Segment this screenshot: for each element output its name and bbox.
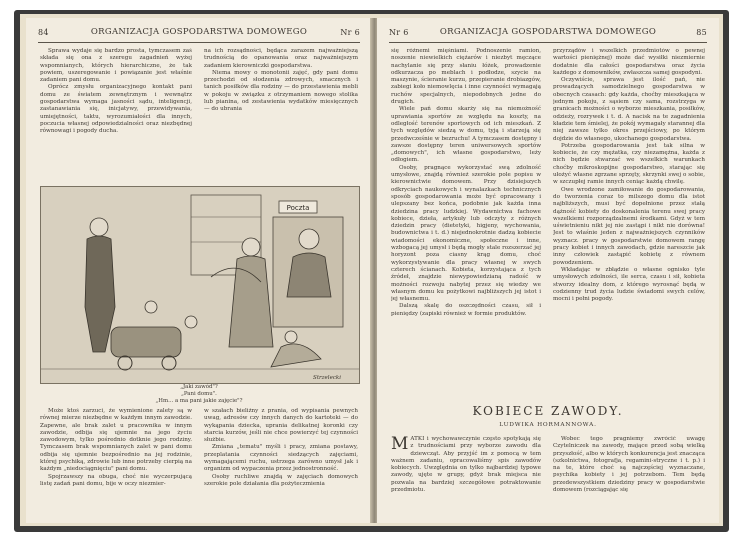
paragraph: Może ktoś zarzuci, że wymienione zalety są w równej mierze niezbędne w każdym innym zawodzie. Zapewne, ale brak zalet u pracownika w innym zawodzie, odbija się ujemnie na jego życiu zawodowym, tylko pośrednio dotknie jego rodziny. Tymczasem brak wspomnianych zalet w pani domu odbija się ujemnie bezpośrednio na jej rodzinie, której psychiką, zdrowie lub inne potrzeby cierpią na każdym „niedociągnięciu" pani domu.: [40, 408, 192, 473]
paragraph: Wobec tego pragniemy zwrócić uwagę Czytelniczek na zawody, mające przed sobą wielką przyszłość, albo w których konkurencja jest znacząca (szkolnictwa, fotografja, regamini-stryczne i t. p.) i na te, które choć są najczęściej wyznaczane, psychika kobiety i jej potrzebom. Tem będą przedewszystkiem dziedziny pracy w gospodarstwie domowem (rozciągając się: [553, 436, 705, 494]
running-header: [38, 26, 360, 40]
left-col1-top: [40, 48, 192, 182]
right-col2-top: [553, 48, 705, 390]
drop-cap: M: [391, 436, 409, 454]
right-col2-bottom: [553, 436, 705, 516]
running-title: ORGANIZACJA GOSPODARSTWA DOMOWEGO: [439, 27, 657, 37]
paragraph: Wiele pań domu skarży się na niemożność uprawiania sportów ze względu na koszty, na odległość terenów sportowych od ich mieszkań. Z tych względów siedzą w domu, tyją i starzeją się przedwcześnie w bezruchu! A tymczasem dostępny i zawsze dostępny teren uniwersowych sportów „domowych", ich własne gospodarstwo, leży odłogiem.: [391, 106, 541, 164]
running-title: ORGANIZACJA GOSPODARSTWA DOMOWEGO: [90, 27, 308, 37]
header-rule: [389, 42, 707, 43]
paragraph: Zmiana „tematu" myśli i pracy, zmiana postawy, przeplatania czynności siedzących zajęciami, wymagającemi ruchu, ustrzega zarówno umysł jak i organizm od wypaczenia przez jednostronność.: [204, 444, 358, 473]
paragraph: Oczywiście, sprawa jest ilość pań, nie prowadzących samodzielnego gospodarstwa w obecnych czasach: gdy każda, choćby mieszkająca w jednym pokoju, z sąsiem czy sama, rozstrzyga w granicach możności o wyborze mieszkania, posiłków, odzieży, rozrywek i t. d. A nacisk na te zagadnienia kładzie tem śmielej, że pokój wymagały starannej dla niej zawsze tylko okres przejściowy, po którym dojdzie do własnego, ukochanego gospodarstwa.: [553, 77, 705, 142]
paragraph: w szałach bieliżny z prania, od wypisania pewnych uwag, adresów czy innych danych do kartoteki — do wykąpania dziecka, uprania delikatnej koronki czy starcia kurzów, jeśli nie chce powierzyć tej czynności służbie.: [204, 408, 358, 444]
right-page: [377, 18, 719, 523]
right-col1-top: [391, 48, 541, 390]
caption-line: „Pani domu".: [181, 390, 217, 397]
illustration-caption: [40, 384, 358, 404]
article-author: LUDWIKA HORMANNOWA.: [499, 422, 597, 428]
paragraph: Dalszą skalę do oszczędności czasu, sił i pieniędzy (zapiski również w formie produktów.: [391, 303, 541, 317]
left-page: [26, 18, 372, 523]
page-number: 84: [38, 28, 49, 37]
artist-signature: Strzelecki: [313, 375, 341, 381]
paragraph: Osoby ruchliwe znajdą w zajęciach domowych szerokie pole działania dla pożyteczmienia: [204, 473, 358, 487]
article-title: KOBIECE ZAWODY.: [472, 404, 624, 418]
left-col2-top: [204, 48, 358, 182]
paragraph: Wkładając w zbłądzie o własne ognisko tyle umysłowych zdolności, ile serca, czasu i sił, kobieta stworzy idealny dom, z którego wyrosnąć będą w codzienny trud życia ludzie świadomi swych celów, mocni i pełni pogody.: [553, 266, 705, 303]
caption-line: „Jaki zawód"?: [180, 384, 218, 390]
running-header: [389, 26, 707, 40]
paragraph: na ich rozsądności, będąca zarazem najważniejszą trudnością do opanowania oraz najważniejszym zadaniem kierowniczki gospodarstwa.: [204, 48, 358, 69]
left-col2-bottom: [204, 408, 358, 516]
paragraph: Osoby, pragnące wykorzystać swą zdolność umysłowe, znajdą również szerokie pole popisu w kierownictwie domowem. Przy dzisiejszych odkryciach naukowych i wynalazkach technicznych sposób gospodarowania może być opracowany i ulepszany bez końca, podobnie jak każda inna dziedzina pracy ludzkiej. Wydawnictwa fachowe kobiece, dzieła, artykuły lub odczyty z różnych dziedzin pracy (dietetyki, higjeny, wychowania, budownictwa i t. d.) niejednokrotnie dadzą kobiecie wiadomości ekonomiczne, społeczne i inne, wzbogacą jej umysł i będą mogły stale rozszerzać jej horyzont poza ciasny krąg domu, choć wykorzystywanie dla pracy własnej w swych czterech ścianach. Kobieta, korzystająca z tych źródeł, znajdzie niewypowiedzianą radość w możności rozwoju nabytej przez się wiedzy we własnym domu ku pożytkowi najbliższych jej istot i jej własnemu.: [391, 164, 541, 303]
illustration-drawing: [41, 187, 359, 383]
illustration: [40, 186, 360, 384]
page-number: 85: [696, 28, 707, 37]
paragraph: Oprócz zmysłu organizacyjnego kontakt pani domu ze światem zewnętrznym i wewnątrz gospodarstwa wymaga jasności sądu, inteligencji, zastanawiania się, inicjatywy, przewidywania, umiejętności, taktu, wyrozumiałości dla innych, poczucia własnej odpowiedzialności oraz niezbędnej równowagi i pogody ducha.: [40, 84, 192, 135]
post-sign-text: Poczta: [286, 204, 310, 212]
paragraph: przyrządów i wszelkich przedmiotów o pewnej wartości pieniężnej) może dać wysiłki niezmiernie dodatnie dla całości gospodarstwa oraz życia każdego z domowników, zwłaszcza samej gospodyni.: [553, 48, 705, 76]
header-rule: [38, 42, 360, 43]
paragraph: Potrzeba gospodarowania jest tak silna w kobiecie, że czy mężatka, czy niezamężna, każda z nich będzie stwarzać we wszelkich warunkach choćby mikroskopijne gospodarstwo, starając się ułożyć własne zgrzane sprzęty, skrzynki swej o sobie, w szczupłej ramie innych ceniąc każdą chwilę.: [553, 142, 705, 186]
paragraph: się różnemi mięśniami. Podnoszenie ramion, noszenie niewielkich ciężarów i niezbyt męczące nachylanie się przy słaniu łóżek, prowadzenie odkurzacza po meblach i podłodze, szycie na maszynie, ścieranie kurzu, przepieranie drobiazgów, zabiegi koło niemowlęcia i inne czynności wymagają ruchów specjalnych, niepodobnych jedne do drugich.: [391, 48, 541, 106]
right-col1-bottom: [391, 436, 541, 516]
issue-number: Nr 6: [389, 28, 409, 37]
issue-number: Nr 6: [340, 28, 360, 37]
caption-line: „Hm... a ma pani jakie zajęcie"?: [155, 397, 243, 404]
paragraph: ATKI i wychowawczynie często spotykają się z trudnościami przy wyborze zawodu dla dziewcząt. Aby przyjść im z pomocą w tem ważnem zadaniu, opracowaliśmy spis zawodów kobiecych. Uwzględnia on tylko najbardziej typowe zawody, ujęte w grupy, gdyż brak miejsca nie pozwala na bardziej szczegółowe potraktowanie przedmiotu.: [391, 436, 541, 494]
paragraph: Owe wrodzone zamiłowanie do gospodarowania, do tworzenia coraz to milszego domu dla istot najbliższych, musi być dopełnione przez stałą dążność kobiety do doskonalenia terenu swej pracy wszelkiemi rozporządzalnemi środkami. Gdyż w tem uświetnieniu nikt jej nie zastąpi i nikt nie dorówna! Jest to właśnie jeden z najważniejszych czynników wyznacz. pracy w gospodarstwie domowem rangę pracy kobiet i innych zawodach, gdzie nareszcie jak inny człowiek zastąpić kobietę z równem powodzeniem.: [553, 186, 705, 266]
left-col1-bottom: [40, 408, 192, 516]
paragraph: Sprawa wydaje się bardzo prosta, tymczasem zaś składa się ona z szeregu zagadnień wyżej wspomnianych, których hierarchiczne, że tak powiem, uszeregowanie i powiązanie jest właśnie zadaniem pani domu.: [40, 48, 192, 84]
paragraph: Spojrzawszy na obuga, choć nie wyczerpującą listę zadań pani domu, bije w oczy niezmier-: [40, 473, 192, 487]
paragraph: Niema mowy o monotonii zajęć, gdy pani domu przechodzi od słodzenia zdrowych, smacznych i tanich posiłków dla rodziny — do przestawienia mebli w pokoju w związku z otrzymaniem nowego stolika lub pianina, od zestawienia wydatków miesięcznych — do ubrania: [204, 69, 358, 113]
